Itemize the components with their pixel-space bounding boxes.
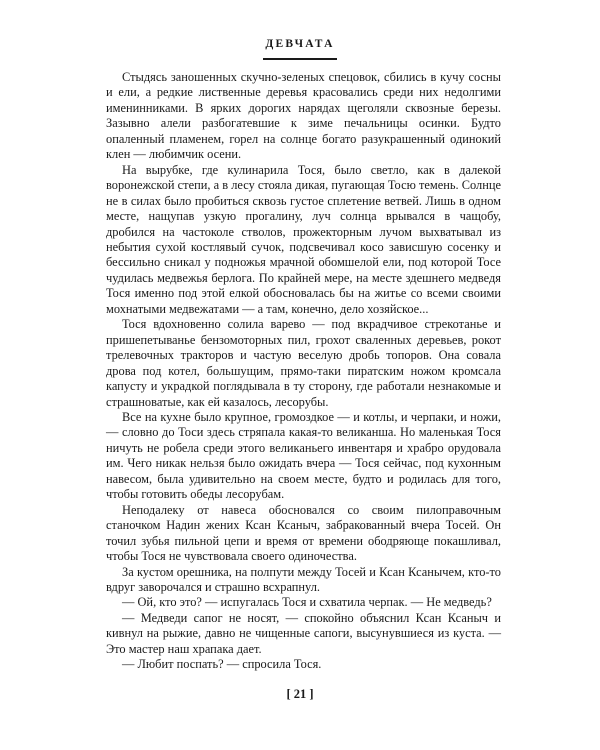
title-underline bbox=[263, 58, 337, 60]
page-number: [ 21 ] bbox=[286, 687, 314, 701]
dialogue-line: — Любит поспать? — спросила Тося. bbox=[122, 657, 322, 672]
dialogue-line: — Медведи сапог не носят, — спокойно объяснил Ксан Ксаныч и кивнул на рыжие, давно не чищенные сапоги, высунувшиеся из куста. — Это мастер наш храпака дает. bbox=[106, 610, 501, 656]
dialogue-line: — Ой, кто это? — испугалась Тося и схватила черпак. — Не медведь? bbox=[122, 595, 492, 610]
body-text bbox=[106, 70, 501, 673]
paragraph: Все на кухне было крупное, громоздкое — и котлы, и черпаки, и ножи, — словно до Тоси здесь стряпала какая-то великанша. Но маленькая Тося ничуть не робела среди этого великаньего инвентаря и храбро орудовала им. Чего никак нельзя было ожидать вчера — Тося сейчас, под кухонным навесом, была удивительно на своем месте, будто и родилась для того, чтобы готовить обеды лесорубам. bbox=[106, 409, 501, 502]
paragraph: Неподалеку от навеса обосновался со своим пилоправочным станочком Надин жених Ксан Ксаныч, забракованный вчера Тосей. Он точил зубья пильной цепи и время от времени ободряюще покашливал, чтобы Тося не чувствовала своего одиночества. bbox=[106, 502, 501, 564]
paragraph: Стыдясь заношенных скучно-зеленых спецовок, сбились в кучу сосны и ели, а редкие лиственные деревья красовались среди них недолгими именинниками. В ярких дорогих нарядах щеголяли сквозные березы. Зазывно алели разбогатевшие к зиме печальницы осинки. Будто опаленный пламенем, горел на солнце богато разукрашенный одинокий клен — любимчик осени. bbox=[106, 70, 501, 162]
paragraph: Тося вдохновенно солила варево — под вкрадчивое стрекотанье и пришепетыванье бензомоторных пил, грохот сваленных деревьев, рокот трелевочных тракторов и частую веселую дробь топоров. Она совала дрова под котел, большущим, прямо-таки пиратским ножом кромсала капусту и украдкой поглядывала в ту сторону, где работали незнакомые и страшноватые, как ей казалось, лесорубы. bbox=[106, 317, 501, 409]
running-title: ДЕВЧАТА bbox=[265, 38, 335, 50]
paragraph: На вырубке, где кулинарила Тося, было светло, как в далекой воронежской степи, а в лесу стояла дикая, пугающая Тосю темень. Солнце не в силах было пробиться сквозь густое сплетение ветвей. Лишь в одном месте, нащупав узкую прогалину, луч солнца врывался в чащобу, дробился на частоколе стволов, прожекторным лучом выхватывал из небытия сухой костлявый сучок, подсвечивал косо зависшую сосенку и бессильно сникал у подножья мрачной обомшелой ели, под которой Тосе чудилась медвежья берлога. По крайней мере, на месте здешнего медведя Тося именно под этой елкой обосновалась бы на житье со всеми своими мохнатыми медвежатами — а там, конечно, дело хозяйское... bbox=[106, 162, 501, 316]
paragraph: За кустом орешника, на полпути между Тосей и Ксан Ксанычем, кто-то вдруг заворочался и страшно всхрапнул. bbox=[106, 564, 501, 594]
